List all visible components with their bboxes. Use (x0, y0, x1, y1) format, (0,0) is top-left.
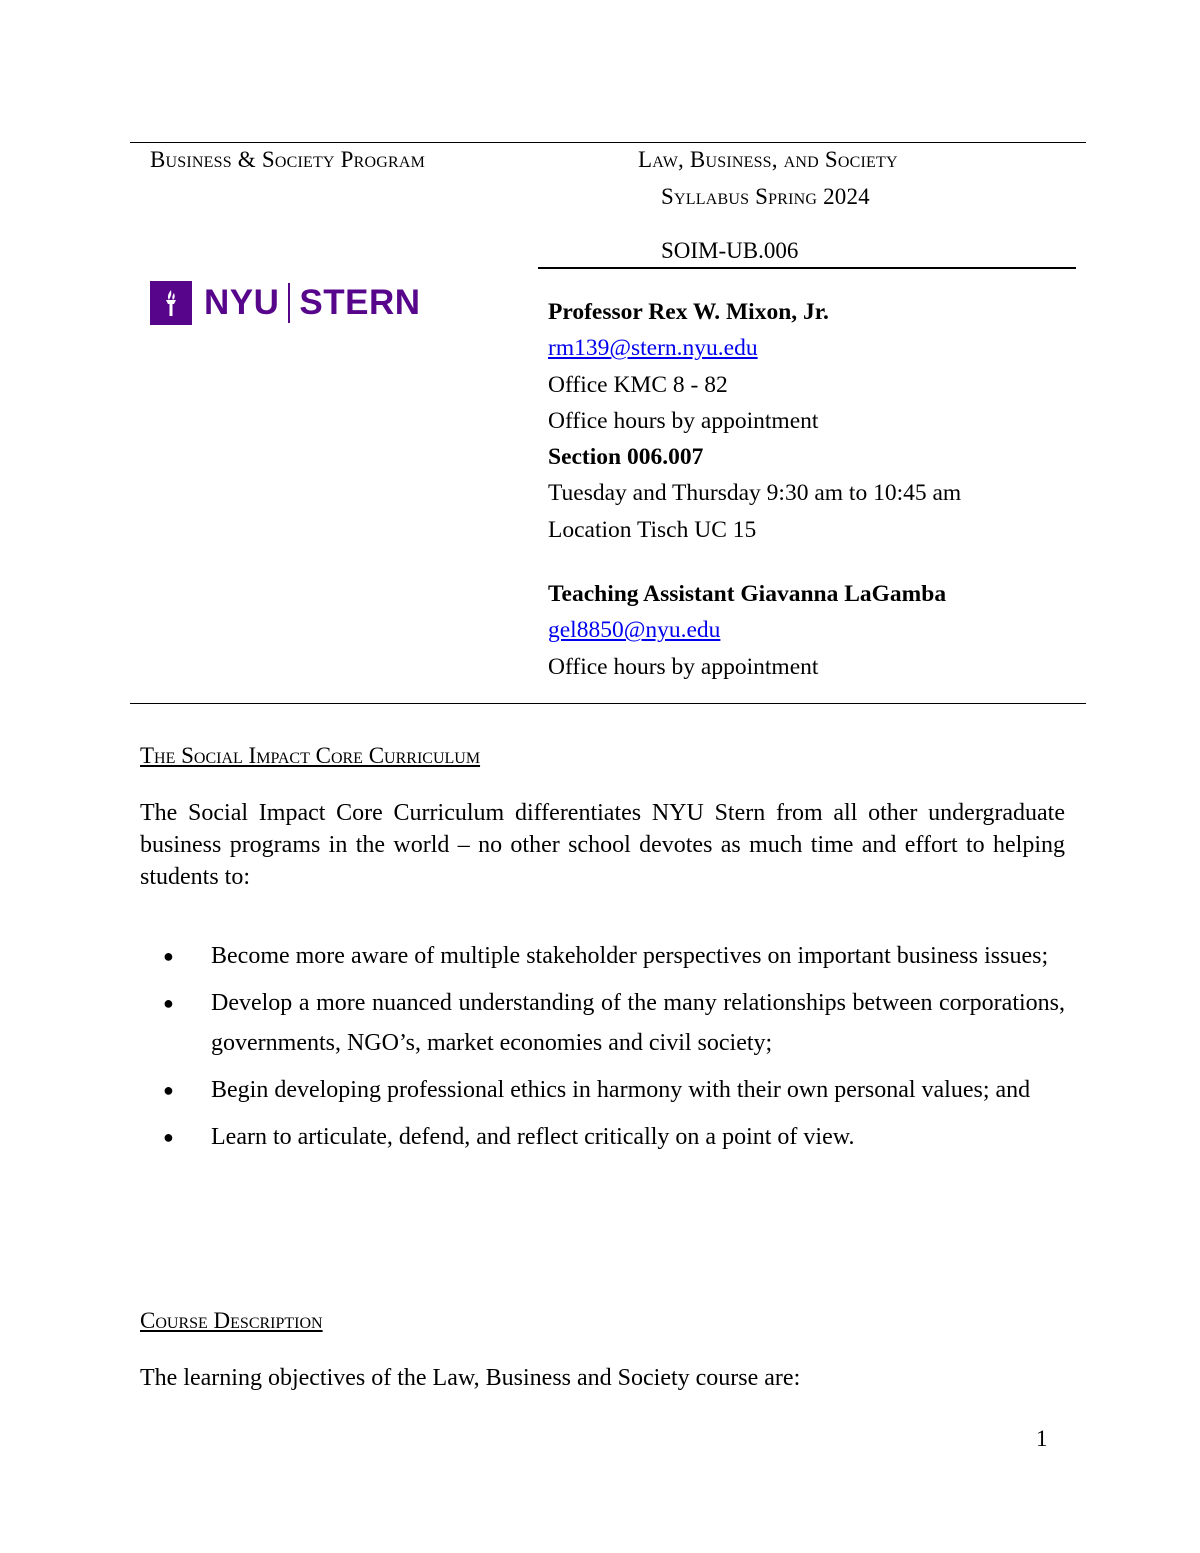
core-goals-list (163, 936, 1065, 1164)
course-description-heading: Course Description (140, 1308, 323, 1333)
torch-icon (150, 281, 192, 325)
office-hours: Office hours by appointment (548, 407, 819, 434)
class-schedule: Tuesday and Thursday 9:30 am to 10:45 am (548, 480, 962, 507)
course-code-rule (538, 267, 1076, 269)
logo-school: STERN (299, 283, 421, 322)
page-number: 1 (1036, 1426, 1048, 1451)
course-title: Law, Business, and Society (638, 147, 898, 172)
list-item: ● Learn to articulate, defend, and reflect critically on a point of view. (163, 1117, 1065, 1157)
list-item: ● Become more aware of multiple stakeholder perspectives on important business issues; (163, 936, 1065, 976)
professor-email-link[interactable]: rm139@stern.nyu.edu (548, 335, 758, 362)
ta-name: Teaching Assistant Giavanna LaGamba (548, 581, 947, 608)
contact-block (548, 294, 1088, 685)
header-top-rule (130, 142, 1086, 143)
logo-divider (288, 283, 290, 323)
core-curriculum-heading: The Social Impact Core Curriculum (140, 743, 481, 768)
program-name: Business & Society Program (150, 147, 426, 172)
header-bottom-rule (130, 703, 1086, 704)
ta-email-link[interactable]: gel8850@nyu.edu (548, 617, 721, 644)
list-item: ● Develop a more nuanced understanding of the many relationships between corporations, governments, NGO’s, market economies and civil society; (163, 983, 1065, 1063)
class-location: Location Tisch UC 15 (548, 516, 757, 543)
syllabus-term: Syllabus Spring 2024 (661, 184, 870, 209)
bullet-icon: ● (163, 993, 174, 1013)
core-intro-paragraph: The Social Impact Core Curriculum differentiates NYU Stern from all other undergraduate business programs in the world – no other school devotes as much time and effort to helping students to: (140, 800, 1065, 890)
course-code: SOIM-UB.006 (661, 238, 799, 263)
ta-office-hours: Office hours by appointment (548, 653, 819, 680)
bullet-icon: ● (163, 1127, 174, 1147)
course-description-intro: The learning objectives of the Law, Business and Society course are: (140, 1365, 801, 1391)
professor-name: Professor Rex W. Mixon, Jr. (548, 299, 829, 325)
bullet-icon: ● (163, 946, 174, 966)
list-item: ● Begin developing professional ethics in harmony with their own personal values; and (163, 1070, 1065, 1110)
nyu-stern-logo (150, 281, 421, 325)
logo-brand: NYU (204, 283, 280, 322)
bullet-icon: ● (163, 1080, 174, 1100)
section-number: Section 006.007 (548, 444, 704, 471)
office-location: Office KMC 8 - 82 (548, 371, 728, 398)
